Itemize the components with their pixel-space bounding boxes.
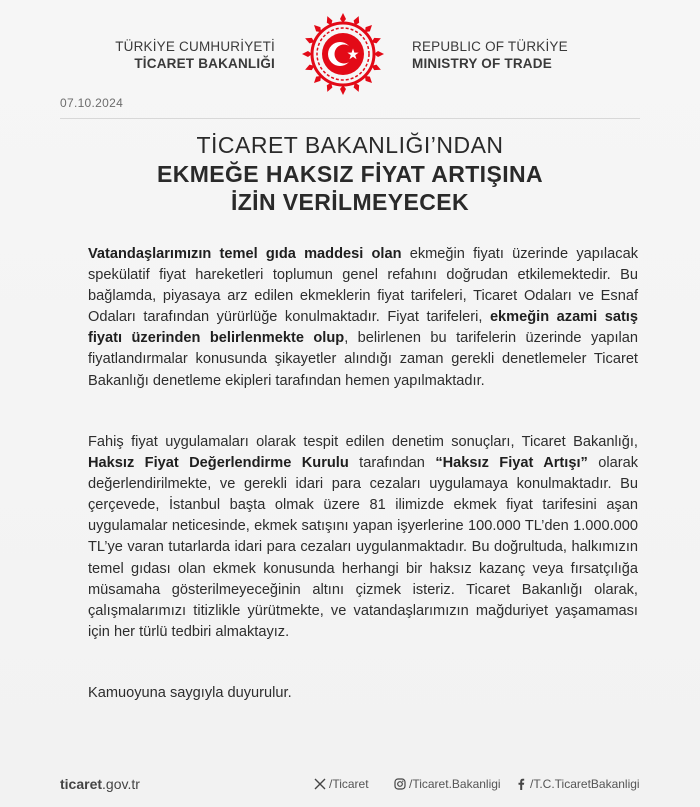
facebook-social-link[interactable] <box>515 777 640 791</box>
document-title <box>60 130 640 216</box>
p2-text-1: Fahiş fiyat uygulamaları olarak tespit edilen denetim sonuçları, Ticaret Bakanlığı, <box>88 434 638 450</box>
title-line2: EKMEĞE HAKSIZ FİYAT ARTIŞINA <box>156 161 544 187</box>
website-rest: .gov.tr <box>102 776 140 792</box>
facebook-icon <box>515 778 527 790</box>
org-name-turkish <box>100 38 275 72</box>
paragraph-2 <box>88 432 638 643</box>
p2-bold-2: “Haksız Fiyat Artışı” <box>435 455 588 472</box>
website-link[interactable] <box>60 776 140 792</box>
website-bold: ticaret <box>60 776 103 792</box>
x-icon <box>314 778 326 790</box>
p2-text-2: tarafından <box>348 455 436 472</box>
x-social-link[interactable] <box>314 777 369 791</box>
org-left-line2: TİCARET BAKANLIĞI <box>134 56 275 71</box>
paragraph-1 <box>88 244 638 392</box>
letterhead <box>0 0 700 105</box>
p2-text-3: olarak değerlendirilmekte, ve gerekli idari para cezaları uygulamaya konulmaktadır. Bu çerçevede, İstanbul başta olmak üzere 81 ilimizde ekmek fiyat tarifesini aşan uygulamalar neticesinde, ekmek satışını yapan işyerlerine 100.000 TL’den 1.000.000 TL’ye varan tutarlarda idari para cezaları uygulanmaktadır. Bu doğrultuda, halkımızın temel gıdası olan ekmek konusunda herhangi bir haksız kazanç veya fırsatçılığa müsamaha gösterilmeyeceğinin altını çizmek isteriz. Ticaret Bakanlığı olarak, çalışmalarımızı titizlikle yürütmekte, ve vatandaşlarımızın mağduriyet yaşamaması için her türlü tedbiri almaktayız. <box>88 455 638 640</box>
org-right-line1: REPUBLIC OF TÜRKİYE <box>412 39 568 54</box>
paragraph-3-closing: Kamuoyuna saygıyla duyurulur. <box>88 685 292 701</box>
title-line1: TİCARET BAKANLIĞI’NDAN <box>196 132 504 158</box>
instagram-handle: /Ticaret.Bakanligi <box>409 777 501 791</box>
org-left-line1: TÜRKİYE CUMHURİYETİ <box>115 39 275 54</box>
p1-text-1: ekmeğin fiyatı üzerinde yapılacak spekülatif fiyat hareketleri toplumun genel refahını doğrudan etkilemektedir. Bu bağlamda, piyasaya arz edilen ekmeklerin fiyat tarifeleri, Ticaret Odaları ve Esnaf Odaları tarafından yürürlüğe konulmaktadır. Fiyat tarifeleri, <box>88 246 638 326</box>
footer <box>60 776 640 796</box>
facebook-handle: /T.C.TicaretBakanligi <box>530 777 640 791</box>
instagram-social-link[interactable] <box>394 777 501 791</box>
title-line3: İZİN VERİLMEYECEK <box>230 189 470 215</box>
instagram-icon <box>394 778 406 790</box>
org-right-line2: MINISTRY OF TRADE <box>412 56 552 71</box>
header-divider <box>60 118 640 119</box>
ministry-seal-logo <box>299 10 387 98</box>
x-handle: /Ticaret <box>329 777 369 791</box>
org-name-english <box>412 38 612 72</box>
document-date: 07.10.2024 <box>60 96 124 110</box>
p1-text-2: , belirlenen bu tarifelerin üzerinde yapılan fiyatlandırmalar konusunda şikayetler alındığı zaman gerekli denetlemeler Ticaret Bakanlığı denetleme ekipleri tarafından hemen yapılmaktadır. <box>88 330 638 389</box>
p2-bold-1: Haksız Fiyat Değerlendirme Kurulu <box>88 455 349 472</box>
p1-bold-1: Vatandaşlarımızın temel gıda maddesi olan <box>88 246 402 262</box>
p1-bold-2: ekmeğin azami satış fiyatı üzerinden belirlenmekte olup <box>88 309 638 347</box>
